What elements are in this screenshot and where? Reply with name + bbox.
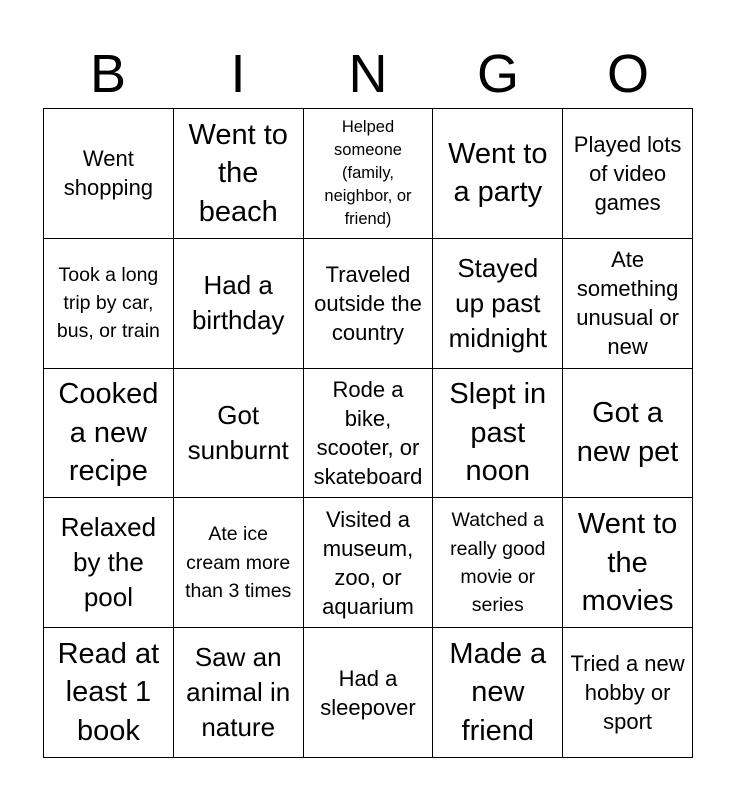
bingo-cell[interactable] — [44, 498, 174, 628]
bingo-cell[interactable] — [174, 628, 304, 758]
cell-text: Stayed up past midnight — [448, 252, 547, 353]
bingo-cell[interactable] — [304, 369, 434, 499]
bingo-cell[interactable] — [304, 498, 434, 628]
cell-text: Relaxed by the pool — [60, 512, 157, 613]
header-letter-b: B — [89, 44, 127, 104]
cell-text: Watched a really good movie or series — [450, 509, 546, 617]
cell-text: Got sunburnt — [187, 399, 289, 465]
cell-text: Went to a party — [448, 137, 548, 209]
bingo-header — [43, 40, 693, 108]
bingo-cell[interactable] — [563, 628, 693, 758]
bingo-cell[interactable] — [433, 109, 563, 239]
header-letter-o: O — [606, 44, 649, 104]
cell-text: Went to the movies — [577, 507, 678, 618]
cell-text: Went to the beach — [188, 118, 288, 228]
bingo-grid — [43, 108, 693, 758]
bingo-cell[interactable] — [563, 369, 693, 499]
bingo-cell[interactable] — [174, 109, 304, 239]
bingo-cell[interactable] — [433, 498, 563, 628]
cell-text: Ate something unusual or new — [576, 247, 679, 360]
cell-text: Ate ice cream more than 3 times — [185, 523, 292, 602]
bingo-cell[interactable] — [304, 628, 434, 758]
bingo-cell[interactable] — [304, 239, 434, 369]
cell-text: Cooked a new recipe — [58, 378, 159, 488]
bingo-cell[interactable] — [44, 239, 174, 369]
header-letter-i: I — [230, 44, 246, 104]
bingo-cell[interactable] — [563, 239, 693, 369]
cell-text: Went shopping — [63, 146, 154, 201]
cell-text: Got a new pet — [576, 397, 679, 468]
cell-text: Had a sleepover — [320, 665, 416, 720]
cell-text: Visited a museum, zoo, or aquarium — [322, 506, 414, 619]
header-letter-g: G — [476, 44, 519, 104]
bingo-cell[interactable] — [174, 498, 304, 628]
cell-text: Traveled outside the country — [314, 261, 422, 345]
bingo-cell[interactable] — [433, 628, 563, 758]
bingo-cell[interactable] — [433, 369, 563, 499]
header-letter-n: N — [348, 44, 388, 104]
bingo-cell[interactable] — [563, 498, 693, 628]
cell-text: Made a new friend — [449, 637, 547, 747]
cell-text: Saw an animal in nature — [186, 641, 291, 743]
bingo-cell[interactable] — [304, 109, 434, 239]
cell-text: Had a birthday — [191, 270, 285, 336]
bingo-cell[interactable] — [174, 369, 304, 499]
cell-text: Took a long trip by car, bus, or train — [56, 263, 160, 343]
bingo-cell[interactable] — [44, 628, 174, 758]
bingo-cell[interactable] — [174, 239, 304, 369]
cell-text: Read at least 1 book — [57, 637, 160, 747]
cell-text: Slept in past noon — [449, 378, 547, 488]
cell-text: Rode a bike, scooter, or skateboard — [313, 376, 423, 490]
bingo-cell[interactable] — [44, 109, 174, 239]
cell-text: Helped someone (family, neighbor, or friend) — [324, 118, 412, 228]
bingo-cell[interactable] — [563, 109, 693, 239]
cell-text: Played lots of video games — [573, 131, 682, 215]
bingo-cell[interactable] — [433, 239, 563, 369]
bingo-cell[interactable] — [44, 369, 174, 499]
cell-text: Tried a new hobby or sport — [570, 651, 685, 735]
